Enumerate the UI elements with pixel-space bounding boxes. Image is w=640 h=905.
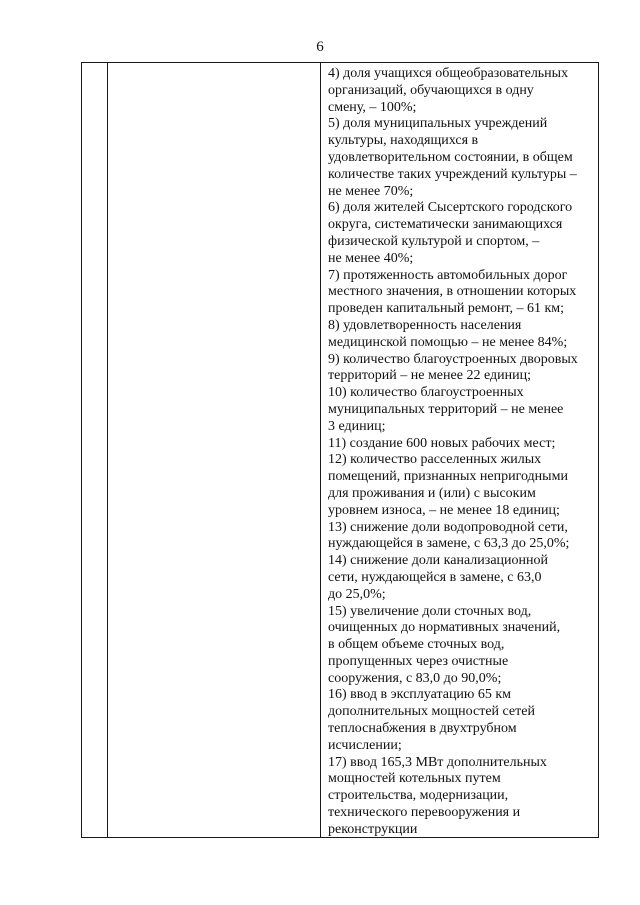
- text-line: 14) снижение доли канализационной: [328, 553, 548, 569]
- text-line: теплоснабжения в двухтрубном: [328, 721, 517, 737]
- text-line: проведен капитальный ремонт, – 61 км;: [328, 301, 565, 317]
- text-line: 5) доля муниципальных учреждений: [328, 116, 548, 132]
- text-line: дополнительных мощностей сетей: [328, 704, 535, 720]
- text-line: территорий – не менее 22 единиц;: [328, 368, 531, 384]
- text-line: строительства, модернизации,: [328, 788, 509, 804]
- text-line: не менее 40%;: [328, 250, 414, 266]
- text-line: 13) снижение доли водопроводной сети,: [328, 519, 568, 535]
- text-line: мощностей котельных путем: [328, 771, 501, 787]
- text-line: организаций, обучающихся в одну: [328, 82, 534, 98]
- text-line: медицинской помощью – не менее 84%;: [328, 334, 568, 350]
- text-line: помещений, признанных непригодными: [328, 469, 568, 485]
- text-line: реконструкции: [328, 821, 418, 837]
- text-line: 15) увеличение доли сточных вод,: [328, 603, 532, 619]
- text-line: 16) ввод в эксплуатацию 65 км: [328, 687, 512, 703]
- text-line: 10) количество благоустроенных: [328, 385, 524, 401]
- document-table: [81, 62, 599, 838]
- text-line: нуждающейся в замене, с 63,3 до 25,0%;: [328, 536, 570, 552]
- text-line: 8) удовлетворенность населения: [328, 317, 522, 333]
- text-line: 3 единиц;: [328, 418, 386, 434]
- text-line: 4) доля учащихся общеобразовательных: [328, 66, 569, 81]
- text-line: 12) количество расселенных жилых: [328, 452, 542, 468]
- text-line: округа, систематически занимающихся: [328, 217, 563, 233]
- text-line: сооружения, с 83,0 до 90,0%;: [328, 670, 502, 686]
- text-line: исчислении;: [328, 737, 402, 753]
- text-line: местного значения, в отношении которых: [328, 284, 577, 300]
- text-line: не менее 70%;: [328, 183, 414, 199]
- text-line: смену, – 100%;: [328, 99, 417, 115]
- text-line: физической культурой и спортом, –: [328, 233, 540, 249]
- text-line: 17) ввод 165,3 МВт дополнительных: [328, 754, 547, 770]
- text-line: количестве таких учреждений культуры –: [328, 166, 577, 182]
- text-line: до 25,0%;: [328, 586, 386, 602]
- text-line: 11) создание 600 новых рабочих мест;: [328, 435, 556, 451]
- text-line: 7) протяженность автомобильных дорог: [328, 267, 568, 283]
- text-line: очищенных до нормативных значений,: [328, 620, 561, 636]
- text-line: уровнем износа, – не менее 18 единиц;: [328, 502, 560, 518]
- table-column-divider-1: [107, 63, 108, 837]
- text-line: муниципальных территорий – не менее: [328, 401, 564, 417]
- text-line: 9) количество благоустроенных дворовых: [328, 351, 578, 367]
- text-line: в общем объеме сточных вод,: [328, 637, 505, 653]
- table-column-divider-2: [320, 63, 321, 837]
- text-line: технического перевооружения и: [328, 805, 521, 821]
- text-line: 6) доля жителей Сысертского городского: [328, 200, 573, 216]
- page-number: 6: [316, 39, 324, 55]
- text-line: пропущенных через очистные: [328, 653, 509, 669]
- targets-list-cell: [328, 66, 596, 839]
- text-line: удовлетворительном состоянии, в общем: [328, 149, 573, 165]
- text-line: для проживания и (или) с высоким: [328, 485, 536, 501]
- text-line: сети, нуждающейся в замене, с 63,0: [328, 569, 542, 585]
- text-line: культуры, находящихся в: [328, 133, 479, 149]
